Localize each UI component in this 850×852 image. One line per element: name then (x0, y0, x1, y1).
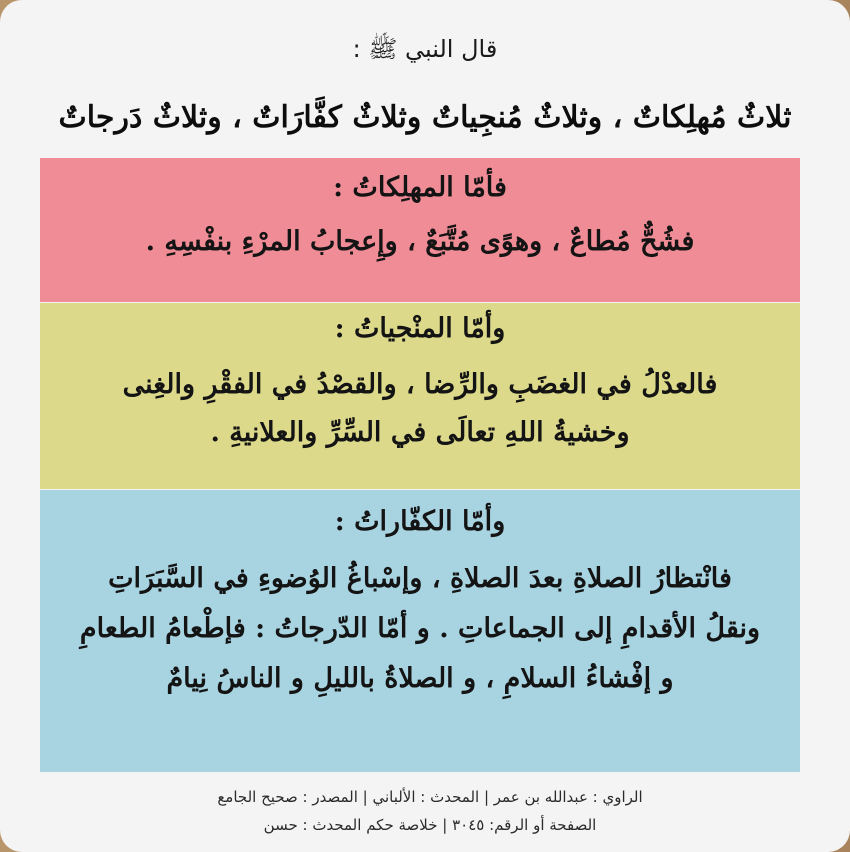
section-munjiyat-body (40, 361, 800, 456)
section-munjiyat-title: وأمّا المنْجياتُ : (334, 313, 506, 344)
section-munjiyat-line: فالعدْلُ في الغضَبِ والرِّضا ، والقصْدُ في الفقْرِ والغِنى (122, 369, 718, 401)
section-kaffarat-title: وأمّا الكفّاراتُ : (334, 506, 506, 537)
section-muhlikat-body (40, 218, 800, 265)
intro-line: قال النبي ﷺ : (352, 35, 498, 63)
section-munjiyat-line: وخشيةُ اللهِ تعالَى في السِّرِّ والعلانيةِ . (210, 416, 630, 448)
section-kaffarat-line: فانْتظارُ الصلاةِ بعدَ الصلاةِ ، وإسْباغُ الوُضوءِ في السَّبَرَاتِ (108, 563, 732, 595)
section-muhlikat (40, 158, 800, 302)
section-muhlikat-line: فشُحٌّ مُطاعٌ ، وهوًى مُتَّبَعٌ ، وإِعجابُ المرْءِ بنفْسِهِ . (145, 226, 695, 258)
source-footer (180, 784, 680, 840)
hadith-headline: ثلاثٌ مُهلِكاتٌ ، وثلاثٌ مُنجِياتٌ وثلاثٌ كفَّارَاتٌ ، وثلاثٌ دَرجاتٌ (58, 100, 792, 135)
section-kaffarat-line: و إفْشاءُ السلامِ ، و الصلاةُ بالليلِ و الناسُ نِيامٌ (166, 663, 674, 695)
section-kaffarat (40, 490, 800, 772)
page-grade-line: الصفحة أو الرقم: ٣٠٤٥ | خلاصة حكم المحدث : حسن (263, 815, 597, 834)
section-kaffarat-line: ونقلُ الأقدامِ إلى الجماعاتِ . و أمّا الدّرجاتُ : فإطْعامُ الطعامِ (79, 613, 761, 645)
narrator-source-line: الراوي : عبدالله بن عمر | المحدث : الألباني | المصدر : صحيح الجامع (217, 788, 643, 806)
section-kaffarat-body (40, 554, 800, 704)
section-muhlikat-title: فأمّا المهلِكاتُ : (333, 172, 507, 203)
section-munjiyat (40, 303, 800, 489)
